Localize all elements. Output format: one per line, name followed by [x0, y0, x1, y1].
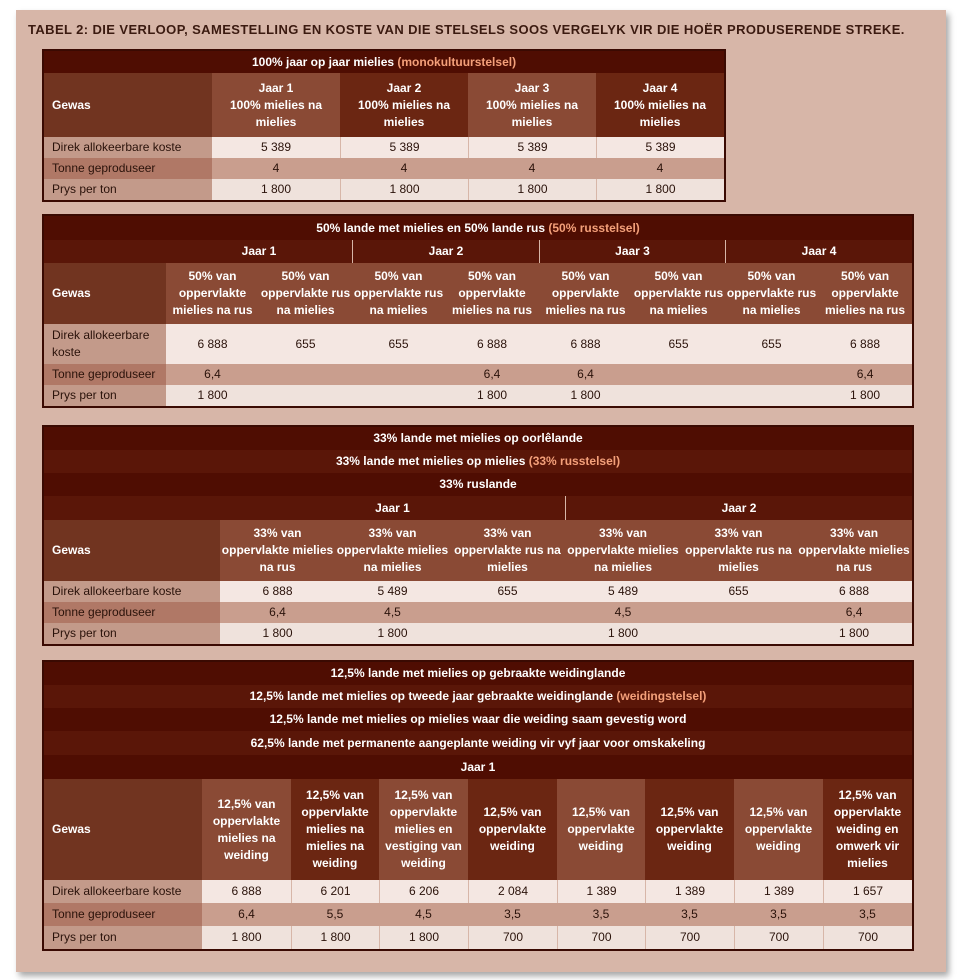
- table-cell: 3,5: [468, 903, 557, 926]
- column-header: Jaar 1 100% mielies na mielies: [212, 73, 340, 137]
- column-header: 12,5% van oppervlakte mielies na weiding: [202, 779, 291, 880]
- table-cell: 6,4: [202, 903, 291, 926]
- table-cell: 4,5: [335, 602, 450, 623]
- column-header: 50% van oppervlakte rus na mielies: [632, 263, 725, 324]
- table-cell: 6,4: [539, 364, 632, 385]
- column-header: 33% van oppervlakte rus na mielies: [681, 520, 796, 581]
- column-header: Jaar 2 100% mielies na mielies: [340, 73, 468, 137]
- table-cell: 6 888: [539, 324, 632, 364]
- table4-heading-2: 12,5% lande met mielies op tweede jaar gebraakte weidinglande (weidingstelsel): [44, 685, 912, 708]
- table-cell: 4,5: [379, 903, 468, 926]
- header-spacer: [44, 496, 220, 520]
- row-label-tonne: Tonne geproduseer: [44, 364, 166, 385]
- table-33-rest: [44, 427, 912, 644]
- column-header: 33% van oppervlakte mielies na mielies: [565, 520, 681, 581]
- table-cell: 4: [340, 158, 468, 179]
- table4-heading-3: 12,5% lande met mielies op mielies waar die weiding saam gevestig word: [44, 708, 912, 731]
- year-header: Jaar 1: [166, 240, 352, 263]
- table-cell: 3,5: [557, 903, 645, 926]
- table-cell: 1 800: [291, 926, 379, 949]
- year-header: Jaar 1: [220, 496, 565, 520]
- column-header: 33% van oppervlakte mielies na mielies: [335, 520, 450, 581]
- row-label-tonne: Tonne geproduseer: [44, 903, 202, 926]
- table-cell: 1 800: [166, 385, 259, 406]
- table-title: TABEL 2: DIE VERLOOP, SAMESTELLING EN KOSTE VAN DIE STELSELS SOOS VERGELYK VIR DIE HOËR PRODUSERENDE STREKE.: [28, 22, 905, 37]
- column-header: 50% van oppervlakte rus na mielies: [259, 263, 352, 324]
- table-cell: 6 888: [796, 581, 912, 602]
- table-cell: [259, 364, 352, 385]
- table-cell: 1 800: [212, 179, 340, 200]
- table-cell: 700: [645, 926, 734, 949]
- row-label-prys: Prys per ton: [44, 179, 212, 200]
- table3-heading-3: 33% ruslande: [44, 473, 912, 496]
- row-label-gewas: Gewas: [44, 520, 220, 581]
- table-cell: 6,4: [818, 364, 912, 385]
- table-cell: 6,4: [220, 602, 335, 623]
- table-cell: [681, 623, 796, 644]
- table-pasture-system: [44, 662, 912, 949]
- table-cell: 1 800: [565, 623, 681, 644]
- row-label-koste: Direk allokeerbare koste: [44, 324, 166, 364]
- table-cell: 1 800: [818, 385, 912, 406]
- column-header: 12,5% van oppervlakte weiding: [557, 779, 645, 880]
- table-cell: 6 201: [291, 880, 379, 903]
- table-cell: [681, 602, 796, 623]
- table-cell: 1 800: [220, 623, 335, 644]
- table-cell: 2 084: [468, 880, 557, 903]
- table-cell: 4,5: [565, 602, 681, 623]
- year-header: Jaar 2: [352, 240, 539, 263]
- table-cell: 6 888: [166, 324, 259, 364]
- year-header: Jaar 1: [44, 755, 912, 779]
- table-cell: 655: [681, 581, 796, 602]
- column-header: 50% van oppervlakte rus na mielies: [352, 263, 445, 324]
- column-header: Jaar 3 100% mielies na mielies: [468, 73, 596, 137]
- table-cell: 6,4: [445, 364, 539, 385]
- table-cell: 4: [596, 158, 724, 179]
- row-label-gewas: Gewas: [44, 73, 212, 137]
- table-cell: 6,4: [796, 602, 912, 623]
- table-cell: 3,5: [645, 903, 734, 926]
- table-cell: 1 800: [468, 179, 596, 200]
- table-cell: [259, 385, 352, 406]
- row-label-prys: Prys per ton: [44, 623, 220, 644]
- column-header: 50% van oppervlakte mielies na rus: [818, 263, 912, 324]
- row-label-koste: Direk allokeerbare koste: [44, 581, 220, 602]
- table-cell: 1 800: [379, 926, 468, 949]
- table-cell: 4: [212, 158, 340, 179]
- row-label-gewas: Gewas: [44, 779, 202, 880]
- column-header: 50% van oppervlakte rus na mielies: [725, 263, 818, 324]
- column-header: 12,5% van oppervlakte weiding: [734, 779, 823, 880]
- table-50-rest: [44, 216, 912, 406]
- table-cell: [352, 385, 445, 406]
- table-monoculture: [44, 51, 724, 200]
- table-cell: 5,5: [291, 903, 379, 926]
- column-header: 50% van oppervlakte mielies na rus: [539, 263, 632, 324]
- table-cell: 1 800: [796, 623, 912, 644]
- table3-heading-1: 33% lande met mielies op oorlêlande: [44, 427, 912, 450]
- table-cell: 1 800: [202, 926, 291, 949]
- table-cell: [725, 364, 818, 385]
- column-header: 33% van oppervlakte mielies na rus: [796, 520, 912, 581]
- table-cell: 1 389: [645, 880, 734, 903]
- table-cell: 655: [450, 581, 565, 602]
- column-header: 12,5% van oppervlakte mielies na mielies na weiding: [291, 779, 379, 880]
- table-cell: 655: [259, 324, 352, 364]
- row-label-gewas: Gewas: [44, 263, 166, 324]
- table-cell: 3,5: [734, 903, 823, 926]
- table2-heading: 50% lande met mielies en 50% lande rus (50% russtelsel): [44, 216, 912, 240]
- table-cell: 655: [632, 324, 725, 364]
- table-cell: 4: [468, 158, 596, 179]
- year-header: Jaar 4: [725, 240, 912, 263]
- table-cell: 1 800: [340, 179, 468, 200]
- table-cell: 5 389: [596, 137, 724, 158]
- table-cell: [725, 385, 818, 406]
- table-cell: 700: [468, 926, 557, 949]
- table4-heading-1: 12,5% lande met mielies op gebraakte weidinglande: [44, 662, 912, 685]
- table-cell: 1 800: [596, 179, 724, 200]
- table-cell: [632, 385, 725, 406]
- table4-heading-4: 62,5% lande met permanente aangeplante weiding vir vyf jaar voor omskakeling: [44, 731, 912, 755]
- row-label-tonne: Tonne geproduseer: [44, 158, 212, 179]
- table-cell: 5 489: [335, 581, 450, 602]
- row-label-prys: Prys per ton: [44, 926, 202, 949]
- table-cell: 1 657: [823, 880, 912, 903]
- table-cell: 6 206: [379, 880, 468, 903]
- table-cell: 6 888: [445, 324, 539, 364]
- column-header: 50% van oppervlakte mielies na rus: [166, 263, 259, 324]
- table-cell: 3,5: [823, 903, 912, 926]
- table-cell: 700: [823, 926, 912, 949]
- column-header: 50% van oppervlakte mielies na rus: [445, 263, 539, 324]
- table1-heading: 100% jaar op jaar mielies (monokultuurstelsel): [44, 51, 724, 73]
- column-header: 33% van oppervlakte rus na mielies: [450, 520, 565, 581]
- table-cell: 1 389: [557, 880, 645, 903]
- table-cell: 700: [557, 926, 645, 949]
- table-cell: 1 800: [539, 385, 632, 406]
- table-cell: 6 888: [202, 880, 291, 903]
- table-cell: [632, 364, 725, 385]
- year-header: Jaar 3: [539, 240, 725, 263]
- table-cell: [352, 364, 445, 385]
- year-header: Jaar 2: [565, 496, 912, 520]
- column-header: 12,5% van oppervlakte mielies en vestiging van weiding: [379, 779, 468, 880]
- row-label-koste: Direk allokeerbare koste: [44, 880, 202, 903]
- table-cell: 655: [725, 324, 818, 364]
- row-label-tonne: Tonne geproduseer: [44, 602, 220, 623]
- column-header: 12,5% van oppervlakte weiding: [468, 779, 557, 880]
- table3-heading-2: 33% lande met mielies op mielies (33% russtelsel): [44, 450, 912, 473]
- table-cell: [450, 602, 565, 623]
- table-cell: 6 888: [220, 581, 335, 602]
- row-label-koste: Direk allokeerbare koste: [44, 137, 212, 158]
- table-cell: 6 888: [818, 324, 912, 364]
- table-cell: 5 389: [468, 137, 596, 158]
- table-cell: 700: [734, 926, 823, 949]
- table-cell: 655: [352, 324, 445, 364]
- header-spacer: [44, 240, 166, 263]
- column-header: 12,5% van oppervlakte weiding en omwerk vir mielies: [823, 779, 912, 880]
- table-cell: 1 800: [335, 623, 450, 644]
- table-cell: 5 489: [565, 581, 681, 602]
- table-cell: [450, 623, 565, 644]
- table-cell: 1 389: [734, 880, 823, 903]
- table-cell: 5 389: [212, 137, 340, 158]
- table-cell: 5 389: [340, 137, 468, 158]
- column-header: 33% van oppervlakte mielies na rus: [220, 520, 335, 581]
- column-header: 12,5% van oppervlakte weiding: [645, 779, 734, 880]
- column-header: Jaar 4 100% mielies na mielies: [596, 73, 724, 137]
- table-cell: 1 800: [445, 385, 539, 406]
- table-cell: 6,4: [166, 364, 259, 385]
- row-label-prys: Prys per ton: [44, 385, 166, 406]
